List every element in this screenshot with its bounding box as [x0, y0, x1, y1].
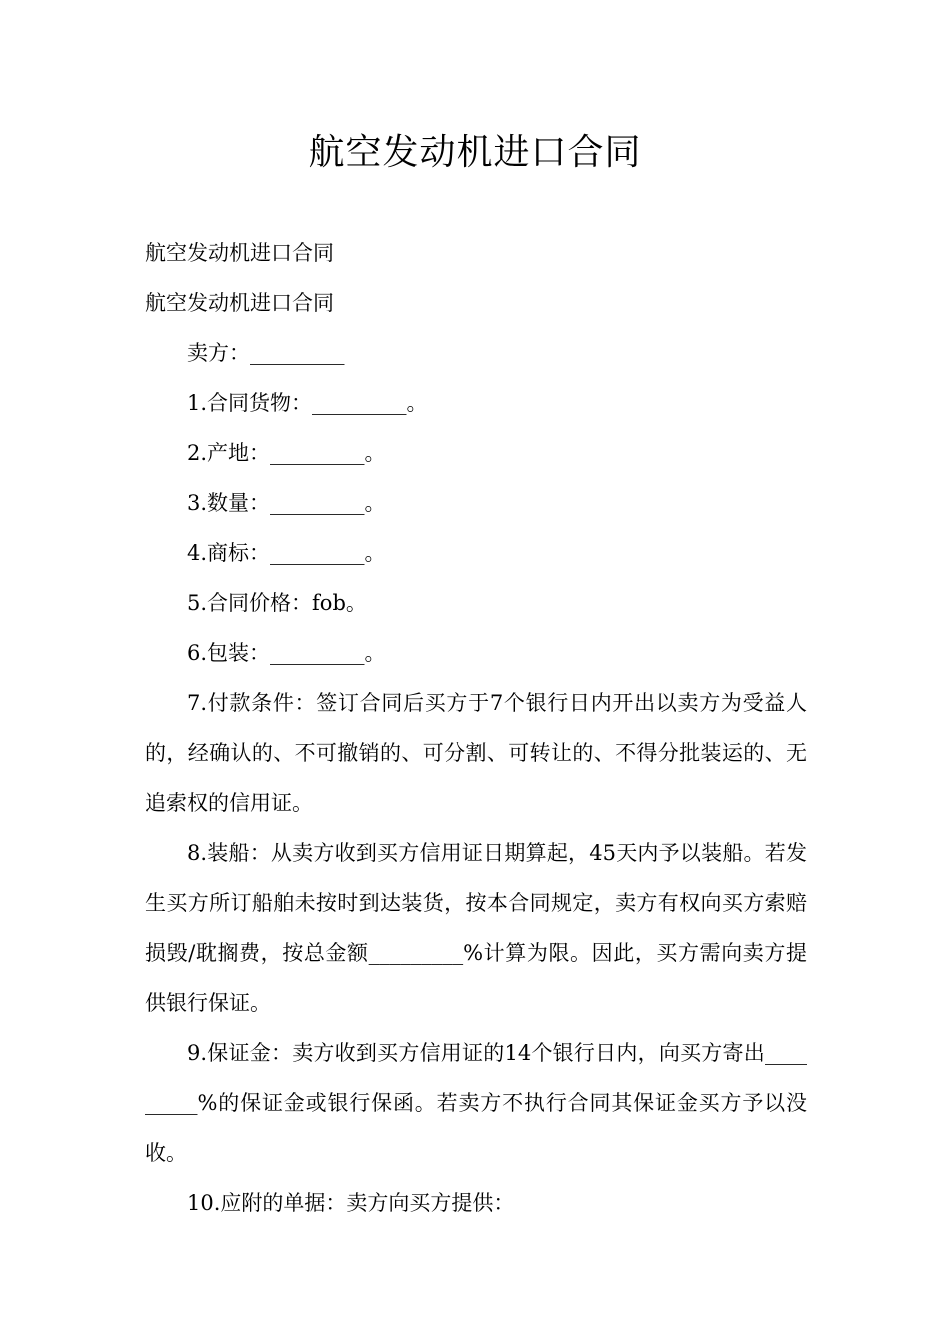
paragraph-quantity: 3.数量：_________。: [187, 491, 386, 515]
paragraph-packing: 6.包装：_________。: [187, 641, 386, 665]
paragraph-origin: 2.产地：_________。: [187, 441, 386, 465]
paragraph-seller: 卖方：_________: [187, 341, 345, 365]
paragraph-deposit: 9.保证金：卖方收到买方信用证的14个银行日内，向买方寄出_________%的保证金或银行保函。若卖方不执行合同其保证金买方予以没收。: [145, 1041, 807, 1165]
document-title: 航空发动机进口合同: [308, 132, 642, 173]
paragraph-payment: 7.付款条件：签订合同后买方于7个银行日内开出以卖方为受益人的，经确认的、不可撤销的、可分割、可转让的、不得分批装运的、无追索权的信用证。: [145, 691, 807, 815]
paragraph-heading-1: 航空发动机进口合同: [145, 241, 334, 265]
paragraph-price: 5.合同价格：fob。: [187, 591, 367, 615]
paragraph-documents: 10.应附的单据：卖方向买方提供：: [187, 1191, 515, 1215]
paragraph-shipment: 8.装船：从卖方收到买方信用证日期算起，45天内予以装船。若发生买方所订船舶未按时到达装货，按本合同规定，卖方有权向买方索赔损毁/耽搁费，按总金额_________%计算为限。因此，买方需向卖方提供银行保证。: [145, 841, 807, 1015]
document-body: [145, 228, 807, 1228]
paragraph-trademark: 4.商标：_________。: [187, 541, 386, 565]
paragraph-heading-2: 航空发动机进口合同: [145, 291, 334, 315]
paragraph-goods: 1.合同货物：_________。: [187, 391, 428, 415]
